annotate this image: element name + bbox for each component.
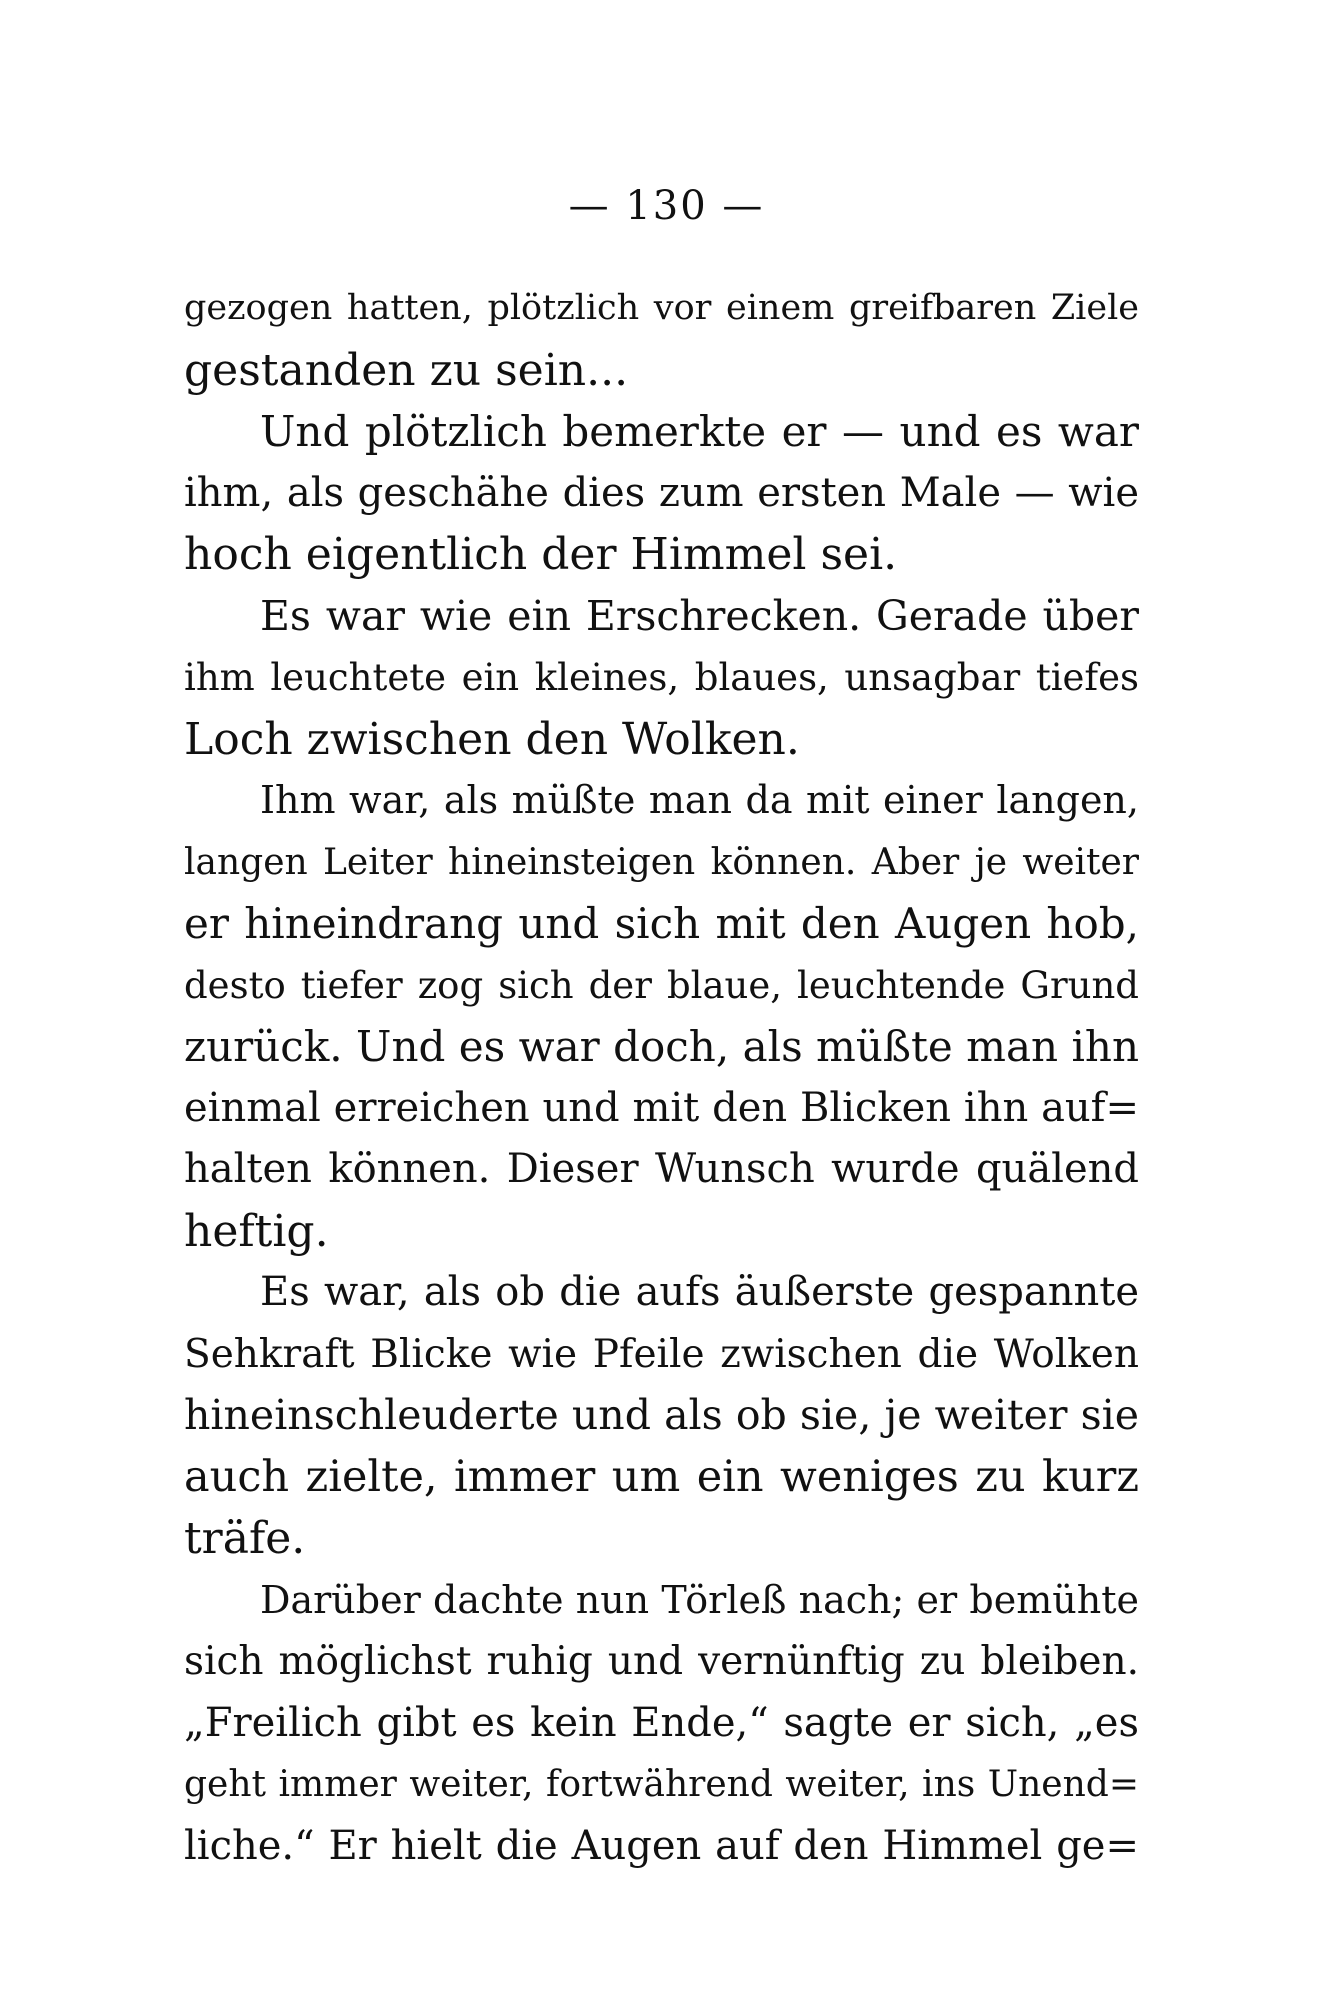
body-text <box>184 278 1139 1877</box>
text-line: geht immer weiter, fortwährend weiter, ins Unend= <box>184 1764 1139 1805</box>
text-line: gestanden zu sein... <box>184 344 629 396</box>
text-line: einmal erreichen und mit den Blicken ihn auf= <box>184 1084 1139 1131</box>
text-line: Darüber dachte nun Törleß nach; er bemühte <box>260 1577 1139 1622</box>
text-line: gezogen hatten, plötzlich vor einem greifbaren Ziele <box>184 288 1139 328</box>
text-line: Loch zwischen den Wolken. <box>184 713 800 765</box>
text-line: hoch eigentlich der Himmel sei. <box>184 529 898 580</box>
text-line: träfe. <box>184 1513 306 1564</box>
text-line: er hineindrang und sich mit den Augen hob, <box>184 899 1139 948</box>
text-line: Es war wie ein Erschrecken. Gerade über <box>260 591 1139 640</box>
text-line: Ihm war, als müßte man da mit einer langen, <box>260 778 1139 822</box>
text-line: „Freilich gibt es kein Ende,“ sagte er sich, „es <box>184 1699 1139 1746</box>
text-line: ihm leuchtete ein kleines, blaues, unsagbar tiefes <box>184 656 1139 699</box>
text-line: sich möglichst ruhig und vernünftig zu bleiben. <box>184 1639 1139 1684</box>
text-line: zurück. Und es war doch, als müßte man ihn <box>184 1022 1139 1071</box>
text-line: Es war, als ob die aufs äußerste gespannte <box>260 1269 1139 1315</box>
text-line: halten können. Dieser Wunsch wurde quälend <box>184 1146 1139 1192</box>
page-number: — 130 — <box>568 183 765 229</box>
text-line: langen Leiter hineinsteigen können. Aber je weiter <box>184 841 1139 883</box>
text-line: Sehkraft Blicke wie Pfeile zwischen die Wolken <box>184 1331 1139 1377</box>
text-line: hineinschleuderte und als ob sie, je weiter sie <box>184 1391 1139 1439</box>
text-line: Und plötzlich bemerkte er — und es war <box>260 407 1139 456</box>
text-line: auch zielte, immer um ein weniges zu kurz <box>184 1451 1139 1502</box>
text-line: ihm, als geschähe dies zum ersten Male — wie <box>184 469 1139 516</box>
text-line: heftig. <box>184 1205 329 1257</box>
text-line: liche.“ Er hielt die Augen auf den Himmel ge= <box>184 1822 1139 1869</box>
text-line: desto tiefer zog sich der blaue, leuchtende Grund <box>184 963 1139 1007</box>
